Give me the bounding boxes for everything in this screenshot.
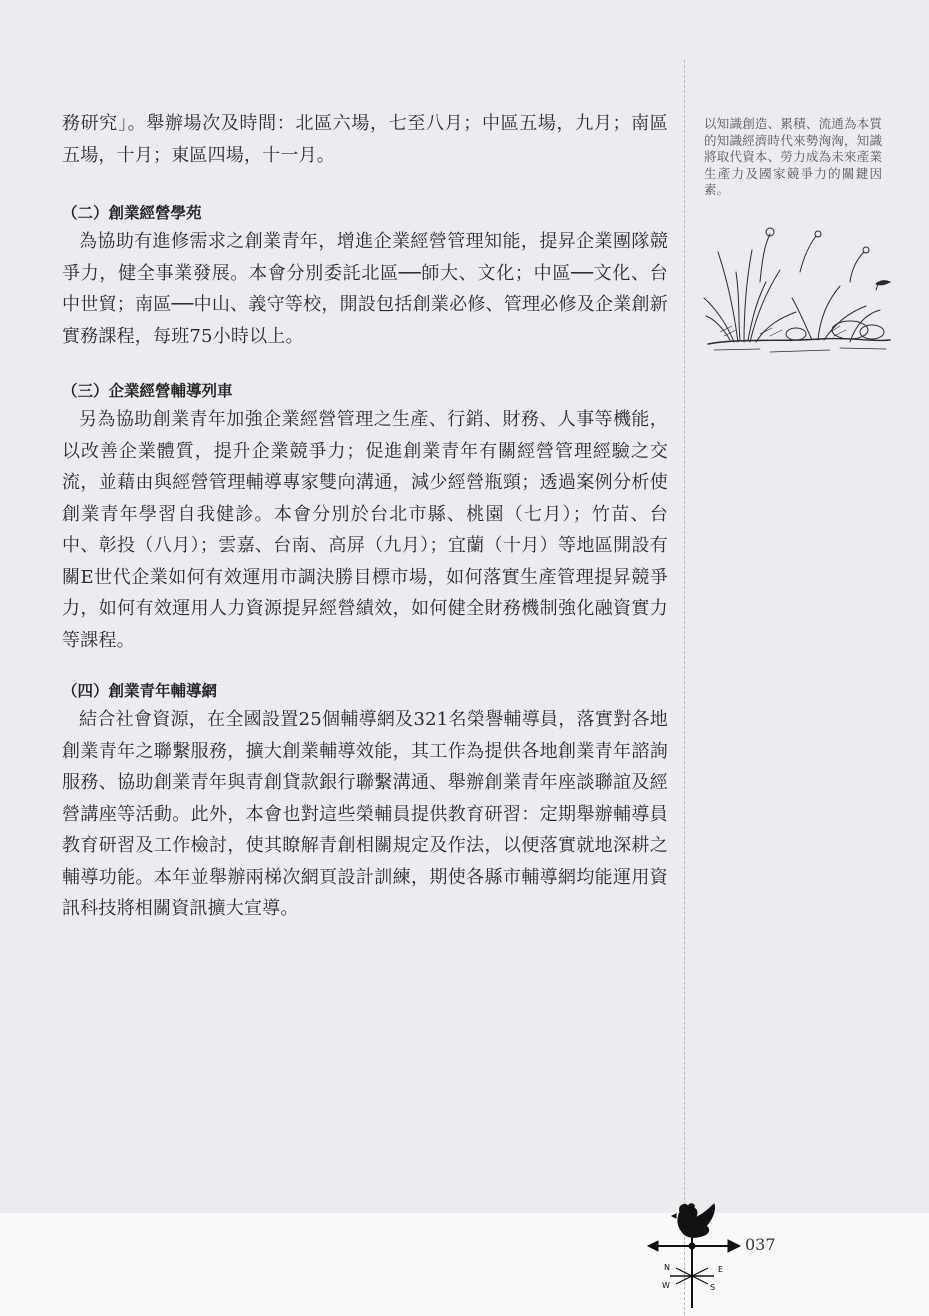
compass-s-label: S: [710, 1283, 716, 1292]
compass-e-label: E: [718, 1265, 724, 1274]
section-consulting-train: [62, 378, 668, 656]
section-body: 結合社會資源，在全國設置25個輔導網及321名榮譽輔導員，落實對各地創業青年之聯繫服務，擴大創業輔導效能，其工作為提供各地創業青年諮詢服務、協助創業青年與青創貸款銀行聯繫溝通、舉辦創業青年座談聯誼及經營講座等活動。此外，本會也對這些榮輔員提供教育研習：定期舉辦輔導員教育研習及工作檢討，使其瞭解青創相關規定及作法，以便落實就地深耕之輔導功能。本年並舉辦兩梯次網頁設計訓練，期使各縣市輔導網均能運用資訊科技將相關資訊擴大宣導。: [62, 709, 668, 919]
column-divider: [684, 60, 685, 1315]
section-youth-network: [62, 678, 668, 925]
section-heading: （二）創業經營學苑: [62, 204, 202, 222]
compass-n-label: N: [664, 1263, 670, 1272]
sidebar-quote: 以知識創造、累積、流通為本質的知識經濟時代來勢洶洶，知識將取代資本、勞力成為未來產業生產力及國家競爭力的關鍵因素。: [704, 116, 882, 198]
main-column: [62, 108, 668, 919]
section-body: 另為協助創業青年加強企業經營管理之生產、行銷、財務、人事等機能，以改善企業體質，提升企業競爭力；促進創業青年有關經營管理經驗之交流，並藉由與經營管理輔導專家雙向溝通，減少經營瓶頸；透過案例分析使創業青年學習自我健診。本會分別於台北市縣、桃園（七月）；竹苗、台中、彰投（八月）；雲嘉、台南、高屏（九月）；宜蘭（十月）等地區開設有關E世代企業如何有效運用市調決勝目標市場，如何落實生產管理提昇競爭力，如何有效運用人力資源提昇經營績效，如何健全財務機制強化融資實力等課程。: [62, 409, 668, 651]
botanical-engraving-illustration: [700, 222, 892, 360]
intro-paragraph: 務研究」。舉辦場次及時間：北區六場，七至八月；中區五場，九月；南區五場，十月；東區四場，十一月。: [62, 113, 668, 166]
section-heading: （三）企業經營輔導列車: [62, 382, 233, 400]
section-heading: （四）創業青年輔導網: [62, 682, 218, 700]
page-number: 037: [745, 1235, 776, 1254]
weathervane-icon: [640, 1198, 750, 1310]
compass-w-label: W: [662, 1281, 670, 1290]
section-body: 為協助有進修需求之創業青年，增進企業經營管理知能，提昇企業團隊競爭力，健全事業發展。本會分別委託北區──師大、文化；中區──文化、台中世貿；南區──中山、義守等校，開設包括創業必修、管理必修及企業創新實務課程，每班75小時以上。: [62, 231, 668, 347]
section-entrepreneurship-academy: [62, 200, 668, 352]
